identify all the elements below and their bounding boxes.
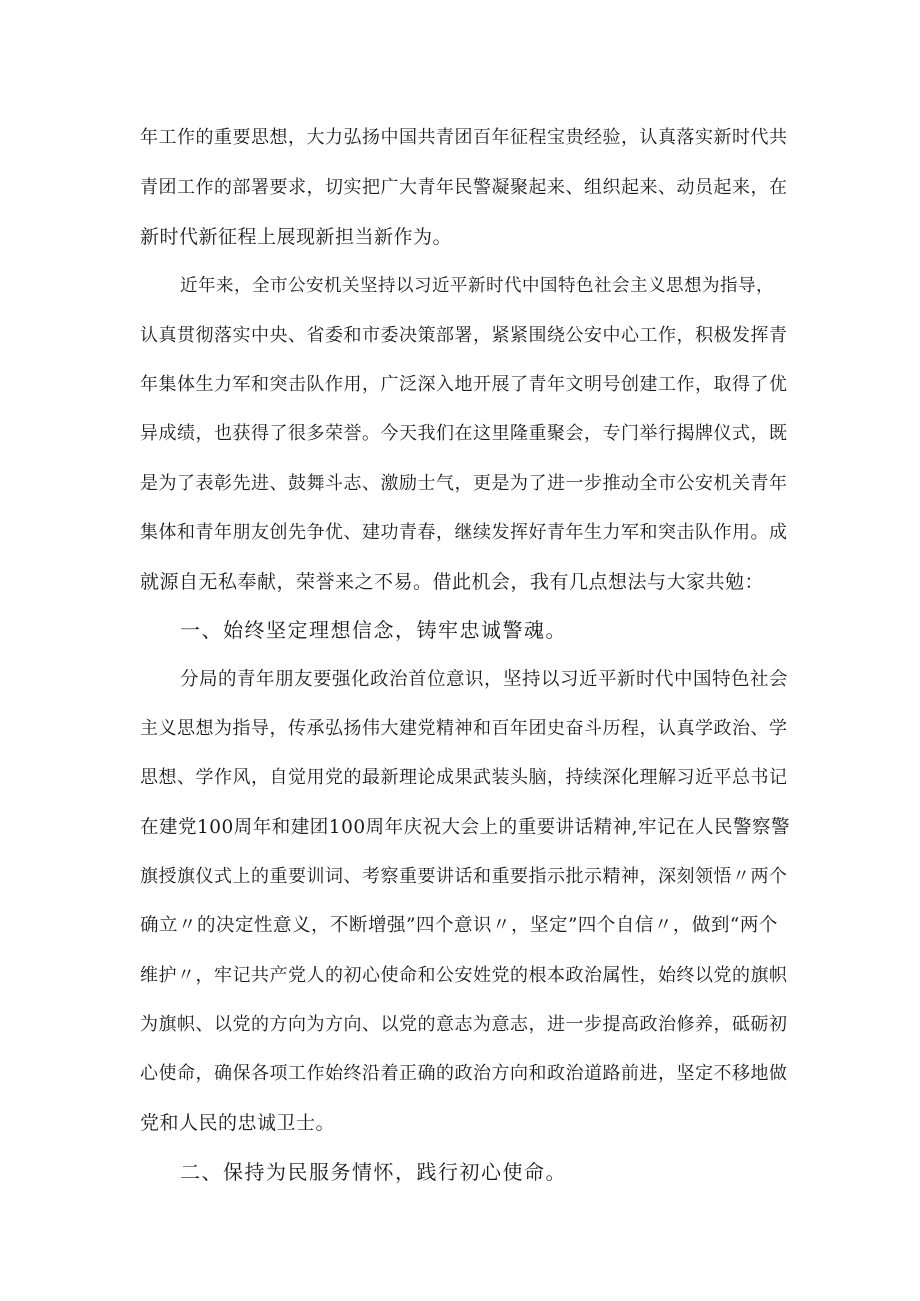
paragraph-line: 集体和青年朋友创先争优、建功青春，继续发挥好青年生力军和突击队作用。成 — [140, 522, 788, 543]
paragraph-line: 党和人民的忠诚卫士。 — [140, 1112, 336, 1134]
section-heading: 一、始终坚定理想信念，铸牢忠诚警魂。 — [180, 618, 567, 642]
section-heading: 二、保持为民服务情怀，践行初心使命。 — [180, 1160, 567, 1184]
paragraph-line: 确立〃的决定性意义，不断增强”四个意识〃，坚定”四个自信〃，做到“两个 — [140, 915, 778, 936]
paragraph-line: 青团工作的部署要求，切实把广大青年民警凝聚起来、组织起来、动员起来，在 — [140, 177, 788, 198]
paragraph-line: 旗授旗仪式上的重要训词、考察重要讲话和重要指示批示精神，深刻领悟〃两个 — [140, 866, 788, 887]
paragraph-line: 近年来，全市公安机关坚持以习近平新时代中国特色社会主义思想为指导， — [180, 276, 774, 296]
paragraph-line: 新时代新征程上展现新担当新作为。 — [140, 226, 453, 248]
paragraph-line: 在建党100周年和建团100周年庆祝大会上的重要讲话精神,牢记在人民警察警 — [140, 817, 791, 838]
paragraph-line: 就源自无私奉献，荣誉来之不易。借此机会，我有几点想法与大家共勉： — [140, 571, 765, 593]
paragraph-line: 为旗帜、以党的方向为方向、以党的意志为意志，进一步提高政治修养，砥砺初 — [140, 1014, 788, 1035]
paragraph-line: 主义思想为指导，传承弘扬伟大建党精神和百年团史奋斗历程，认真学政治、学 — [140, 718, 788, 739]
paragraph-line: 思想、学作风，自觉用党的最新理论成果武装头脑，持续深化理解习近平总书记 — [140, 767, 788, 788]
paragraph-line: 年工作的重要思想，大力弘扬中国共青团百年征程宝贵经验，认真落实新时代共 — [140, 127, 788, 148]
paragraph-line: 分局的青年朋友要强化政治首位意识，坚持以习近平新时代中国特色社会 — [180, 669, 789, 690]
paragraph-line: 异成绩，也获得了很多荣誉。今天我们在这里隆重聚会，专门举行揭牌仪式，既 — [140, 423, 788, 444]
paragraph-line: 年集体生力军和突击队作用，广泛深入地开展了青年文明号创建工作，取得了优 — [140, 374, 788, 395]
paragraph-line: 是为了表彰先进、鼓舞斗志、激励士气，更是为了进一步推动全市公安机关青年 — [140, 473, 788, 494]
paragraph-line: 认真贯彻落实中央、省委和市委决策部署，紧紧围绕公安中心工作，积极发挥青 — [140, 325, 788, 346]
paragraph-line: 维护〃，牢记共产党人的初心使命和公安姓党的根本政治属性，始终以党的旗帜 — [140, 965, 788, 986]
paragraph-line: 心使命，确保各项工作始终沿着正确的政治方向和政治道路前进，坚定不移地做 — [140, 1063, 788, 1084]
